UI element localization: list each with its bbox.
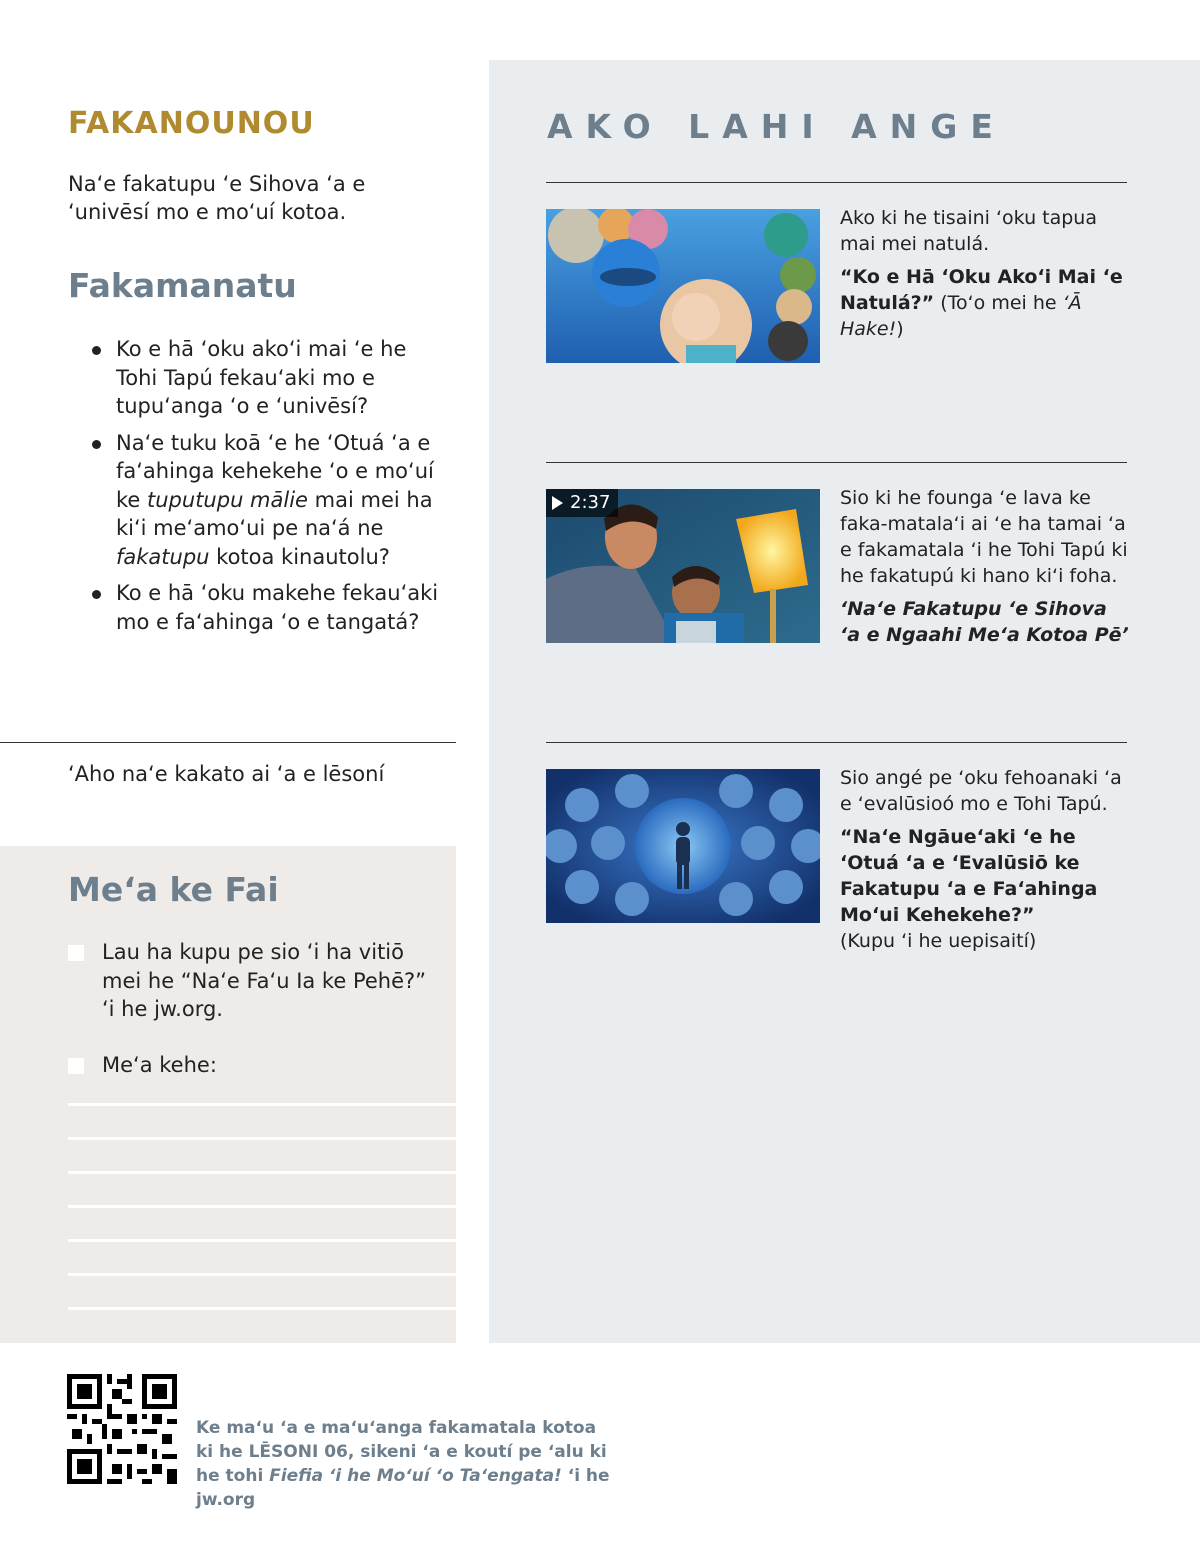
writing-line[interactable] (68, 1103, 456, 1106)
video-duration-badge (546, 489, 618, 517)
media-description: Sio angé pe ʻoku fehoanaki ʻa e ʻevalūsioó mo e Tohi Tapú. (840, 767, 1122, 815)
writing-line[interactable] (68, 1307, 456, 1310)
review-title: Fakamanatu (68, 266, 297, 305)
summary-text: Naʻe fakatupu ʻe Sihova ʻa e ʻunivēsí mo e moʻuí kotoa. (68, 172, 366, 224)
media-title-link[interactable]: “Naʻe Ngāueʻaki ʻe he ʻOtuá ʻa e ʻEvalūsiō ke Fakatupu ʻa e Faʻahinga Moʻui Kehekehe?” (Kupu ʻi he uepisaití) (840, 826, 1098, 952)
divider (546, 182, 1127, 183)
summary-title: FAKANOUNOU (68, 106, 315, 141)
media-title-link[interactable]: ʻNaʻe Fakatupu ʻe Sihova ʻa e Ngaahi Meʻa Kotoa Pēʼ (840, 598, 1129, 646)
qr-code-icon[interactable] (67, 1374, 177, 1484)
todo-item (68, 1051, 428, 1080)
review-question (92, 335, 452, 421)
review-question-text: Ko e hā ʻoku akoʻi mai ʻe he Tohi Tapú fekauʻaki mo e tupuʻanga ʻo e ʻunivēsí? (116, 337, 407, 418)
review-list (92, 335, 452, 644)
lesson-completed-date-label: ʻAho naʻe kakato ai ʻa e lēsoní (68, 762, 385, 786)
video-thumbnail[interactable] (546, 489, 820, 643)
review-question (92, 579, 452, 636)
checkbox[interactable] (68, 945, 84, 961)
todo-title: Meʻa ke Fai (68, 870, 279, 909)
review-question-text: Naʻe tuku koā ʻe he ʻOtuá ʻa e faʻahinga kehekehe ʻo e moʻuí ke tuputupu mālie mai mei ha kiʻi meʻamoʻui pe naʻá ne fakatupu kotoa kinautolu? (116, 430, 434, 569)
bullet-icon (92, 590, 101, 599)
review-question (92, 429, 452, 572)
evolution-article-thumbnail[interactable] (546, 769, 820, 923)
todo-item (68, 938, 428, 1024)
writing-line[interactable] (68, 1171, 456, 1174)
writing-line[interactable] (68, 1137, 456, 1140)
writing-line[interactable] (68, 1239, 456, 1242)
media-item (840, 765, 1130, 954)
nature-collage-image (546, 209, 820, 363)
bullet-icon (92, 440, 101, 449)
checkbox[interactable] (68, 1058, 84, 1074)
writing-line[interactable] (68, 1205, 456, 1208)
todo-item-text: Lau ha kupu pe sio ʻi ha vitiō mei he “Naʻe Faʻu Ia ke Pehē?” ʻi he jw.org. (102, 940, 427, 1021)
nature-design-thumbnail[interactable] (546, 209, 820, 363)
media-title-link[interactable]: “Ko e Hā ʻOku Akoʻi Mai ʻe Natulá?” (Toʻo mei he ʻĀ Hake!) (840, 266, 1123, 340)
human-and-animals-image (546, 769, 820, 923)
bullet-icon (92, 346, 101, 355)
todo-panel (0, 846, 456, 1343)
media-item (840, 485, 1130, 648)
media-description: Ako ki he tisaini ʻoku tapua mai mei natulá. (840, 207, 1097, 255)
video-duration: 2:37 (570, 492, 611, 513)
media-description: Sio ki he founga ʻe lava ke faka-matalaʻi ai ʻe ha tamai ʻa e fakamatala ʻi he Tohi Tapú ki he fakatupú ki hano kiʻi foha. (840, 487, 1128, 587)
divider (546, 742, 1127, 743)
todo-item-text: Meʻa kehe: (102, 1053, 217, 1077)
play-icon (552, 496, 563, 510)
learn-more-title: AKO LAHI ANGE (547, 107, 1006, 146)
media-item (840, 205, 1130, 342)
review-question-text: Ko e hā ʻoku makehe fekauʻaki mo e faʻahinga ʻo e tangatá? (116, 581, 439, 634)
divider (0, 742, 456, 743)
footer-instructions: Ke maʻu ʻa e maʻuʻanga fakamatala kotoa ki he LĒSONI 06, sikeni ʻa e koutí pe ʻalu ki he tohi Fiefia ʻi he Moʻuí ʻo Taʻengata! ʻi he jw.org (196, 1418, 610, 1510)
writing-line[interactable] (68, 1273, 456, 1276)
divider (546, 462, 1127, 463)
